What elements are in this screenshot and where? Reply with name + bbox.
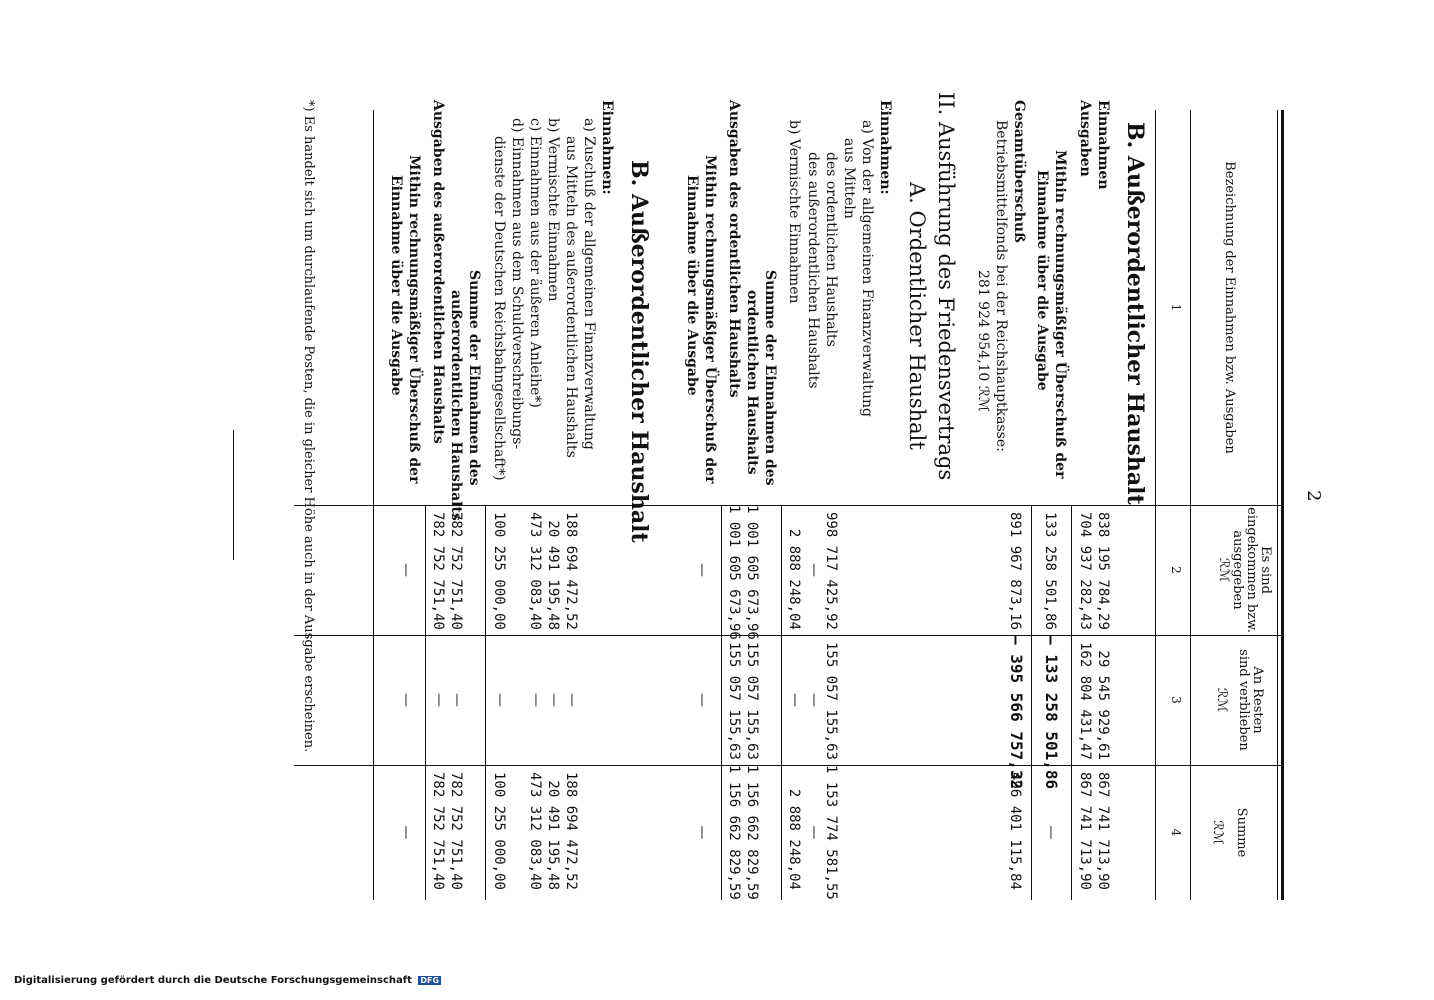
ii-a-auss-c4: — — [806, 825, 822, 840]
b2-mithin-line1: Mithin rechnungsmäßiger Überschuß der — [406, 155, 422, 484]
b2-a-c3: — — [564, 693, 580, 707]
b2-summe-rule — [485, 505, 486, 900]
b1-einnahmen-c2: 838 195 784,29 — [1095, 511, 1111, 630]
b1-mithin-c4: — — [1043, 825, 1059, 840]
b2-a-c4: 188 694 472,52 — [563, 771, 579, 890]
col3-header: An Resten sind verblieben ℛℳ — [1214, 649, 1265, 751]
b2-mithin-c2: — — [398, 563, 414, 577]
b2-c-line1: c) Einnahmen aus der äußeren Anleihe*) — [527, 118, 543, 408]
ii-b-c3: — — [787, 693, 803, 707]
ii-ausgaben-c3: 155 057 155,63 — [726, 641, 742, 760]
ii-b-c4: 2 888 248,04 — [786, 788, 802, 890]
b2-mithin-rule — [425, 505, 426, 900]
b1-ausgaben-c2: 704 937 282,43 — [1077, 511, 1093, 630]
ii-mithin-c3: — — [694, 693, 710, 707]
b1-gesamt-c4: 496 401 115,84 — [1007, 771, 1023, 890]
b1-ausgaben-label: Ausgaben — [1077, 100, 1093, 177]
b1-mithin-line1: Mithin rechnungsmäßiger Überschuß der — [1052, 150, 1068, 479]
b1-einnahmen-c4: 867 741 713,90 — [1095, 771, 1111, 890]
b1-einnahmen-label: Einnahmen — [1095, 100, 1111, 190]
b1-betrieb-line2: 281 924 954,10 ℛℳ — [975, 270, 991, 412]
dfg-logo-icon: DFG — [420, 976, 440, 985]
b1-gesamt-rule — [1031, 505, 1032, 900]
ii-mithin-line1: Mithin rechnungsmäßiger Überschuß der — [702, 155, 718, 484]
b2-b-c2: 20 491 195,48 — [545, 520, 561, 630]
b1-mithin-line2: Einnahme über die Ausgabe — [1034, 170, 1050, 391]
digitization-note: Digitalisierung gefördert durch die Deutsche Forschungsgemeinschaft DFG — [14, 975, 440, 986]
ii-mithin-c4: — — [694, 825, 710, 840]
ii-summe-c3: 155 057 155,63 — [744, 641, 760, 760]
table-end-rule — [373, 110, 374, 900]
b2-ausgaben-c4: 782 752 751,40 — [430, 771, 446, 890]
ii-summe-c2: 1 001 605 673,96 — [744, 505, 760, 640]
b2-ausgaben-c2: 782 752 751,40 — [430, 511, 446, 630]
b1-einnahmen-c3: 29 545 929,61 — [1095, 650, 1111, 760]
page-number: 2 — [1303, 490, 1324, 502]
ii-summe-c4: 1 156 662 829,59 — [744, 765, 760, 900]
b1-mithin-c3: — 133 258 501,86 — [1042, 635, 1061, 790]
section-subtitle-a: A. Ordentlicher Haushalt — [905, 182, 929, 450]
ii-einnahmen-label: Einnahmen: — [877, 100, 893, 195]
b2-a-c2: 188 694 472,52 — [563, 511, 579, 630]
col-number-2: 2 — [1169, 566, 1183, 574]
ii-ausgaben-c4: 1 156 662 829,59 — [726, 765, 742, 900]
b2-summe-c4: 782 752 751,40 — [448, 771, 464, 890]
b2-ausgaben-c3: — — [431, 693, 447, 707]
b2-a-line1: a) Zuschuß der allgemeinen Finanzverwaltung — [581, 118, 597, 450]
ii-a-ord-c2: 998 717 425,92 — [823, 511, 839, 630]
b2-d-c2: 100 255 000,00 — [491, 511, 507, 630]
b2-ausgaben-label: Ausgaben des außerordentlichen Haushalts — [430, 100, 446, 444]
b2-summe-c2: 782 752 751,40 — [448, 511, 464, 630]
b2-b-c4: 20 491 195,48 — [545, 780, 561, 890]
b2-c-c2: 473 312 083,40 — [527, 511, 543, 630]
ii-a-line1: a) Von der allgemeinen Finanzverwaltung — [859, 120, 875, 417]
b1-ausgaben-c4: 867 741 713,90 — [1077, 771, 1093, 890]
ii-a-auss-c2: — — [806, 563, 822, 577]
b2-d-line2: dienste der Deutschen Reichsbahngesellschaft*) — [491, 136, 507, 481]
ii-summe-line2: ordentlichen Haushalts — [744, 290, 760, 475]
ii-b-line1: b) Vermischte Einnahmen — [786, 120, 802, 304]
ii-summe-line1: Summe der Einnahmen des — [762, 270, 778, 486]
section-title-ii: II. Ausführung des Friedensvertrags — [934, 92, 958, 481]
ii-b-c2: 2 888 248,04 — [786, 528, 802, 630]
col2-header: Es sind eingekommen bzw. ausgegeben ℛℳ — [1216, 507, 1273, 633]
b1-betrieb-line1: Betriebsmittelfonds bei der Reichshauptkasse: — [993, 120, 1009, 452]
col1-header: Bezeichnung der Einnahmen bzw. Ausgaben — [1222, 161, 1237, 454]
b1-sum-rule — [1071, 505, 1072, 900]
ii-a-line4: des außerordentlichen Haushalts — [805, 152, 821, 389]
ii-mithin-rule — [721, 505, 722, 900]
ii-a-line2: aus Mitteln — [841, 138, 857, 219]
body-rule — [1155, 110, 1156, 900]
b2-einnahmen-label: Einnahmen: — [599, 100, 615, 195]
header-rule — [1190, 110, 1191, 900]
b1-mithin-c2: 133 258 501,86 — [1042, 511, 1058, 630]
b2-c-c4: 473 312 083,40 — [527, 771, 543, 890]
b1-gesamt-label: Gesamtüberschuß — [1011, 100, 1027, 243]
b2-b-line1: b) Vermischte Einnahmen — [545, 118, 561, 302]
b2-mithin-line2: Einnahme über die Ausgabe — [388, 175, 404, 396]
b2-mithin-c3: — — [398, 693, 414, 707]
ii-a-auss-c3: — — [806, 693, 822, 707]
b2-summe-line1: Summe der Einnahmen des — [466, 270, 482, 486]
section-title-b1: B. Außerordentlicher Haushalt — [1122, 122, 1148, 505]
ii-summe-rule — [781, 505, 782, 900]
col-number-4: 4 — [1169, 828, 1183, 837]
ii-a-line3: des ordentlichen Haushalts — [823, 152, 839, 347]
col4-header: Summe ℛℳ — [1210, 807, 1249, 858]
ii-ausgaben-c2: 1 001 605 673,96 — [726, 505, 742, 640]
b2-d-line1: d) Einnahmen aus dem Schuldverschreibungs- — [509, 118, 525, 450]
b2-summe-c3: — — [449, 693, 465, 707]
b1-ausgaben-c3: 162 804 431,47 — [1077, 641, 1093, 760]
b2-d-c4: 100 255 000,00 — [491, 771, 507, 890]
b2-a-line2: aus Mitteln des außerordentlichen Haushalts — [563, 136, 579, 458]
b2-d-c3: — — [492, 693, 508, 707]
closing-rule — [233, 430, 234, 560]
b2-b-c3: — — [546, 693, 562, 707]
ii-a-ord-c3: 155 057 155,63 — [823, 641, 839, 760]
ii-mithin-line2: Einnahme über die Ausgabe — [684, 175, 700, 396]
b2-mithin-c4: — — [398, 825, 414, 840]
section-title-b2: B. Außerordentlicher Haushalt — [626, 160, 652, 543]
ii-ausgaben-label: Ausgaben des ordentlichen Haushalts — [726, 100, 742, 398]
b1-gesamt-c3: — 395 566 757,32 — [1007, 635, 1026, 790]
ii-mithin-c2: — — [694, 563, 710, 577]
ii-a-ord-c4: 1 153 774 581,55 — [823, 765, 839, 900]
b2-summe-line2: außerordentlichen Haushalts — [448, 290, 464, 521]
footnote: *) Es handelt sich um durchlaufende Posten, die in gleicher Höhe auch in der Ausgabe erscheinen. — [301, 100, 316, 753]
b1-gesamt-c2: 891 967 873,16 — [1007, 511, 1023, 630]
col-number-1: 1 — [1169, 303, 1183, 312]
b2-c-c3: — — [528, 693, 544, 707]
col-number-3: 3 — [1169, 696, 1183, 704]
